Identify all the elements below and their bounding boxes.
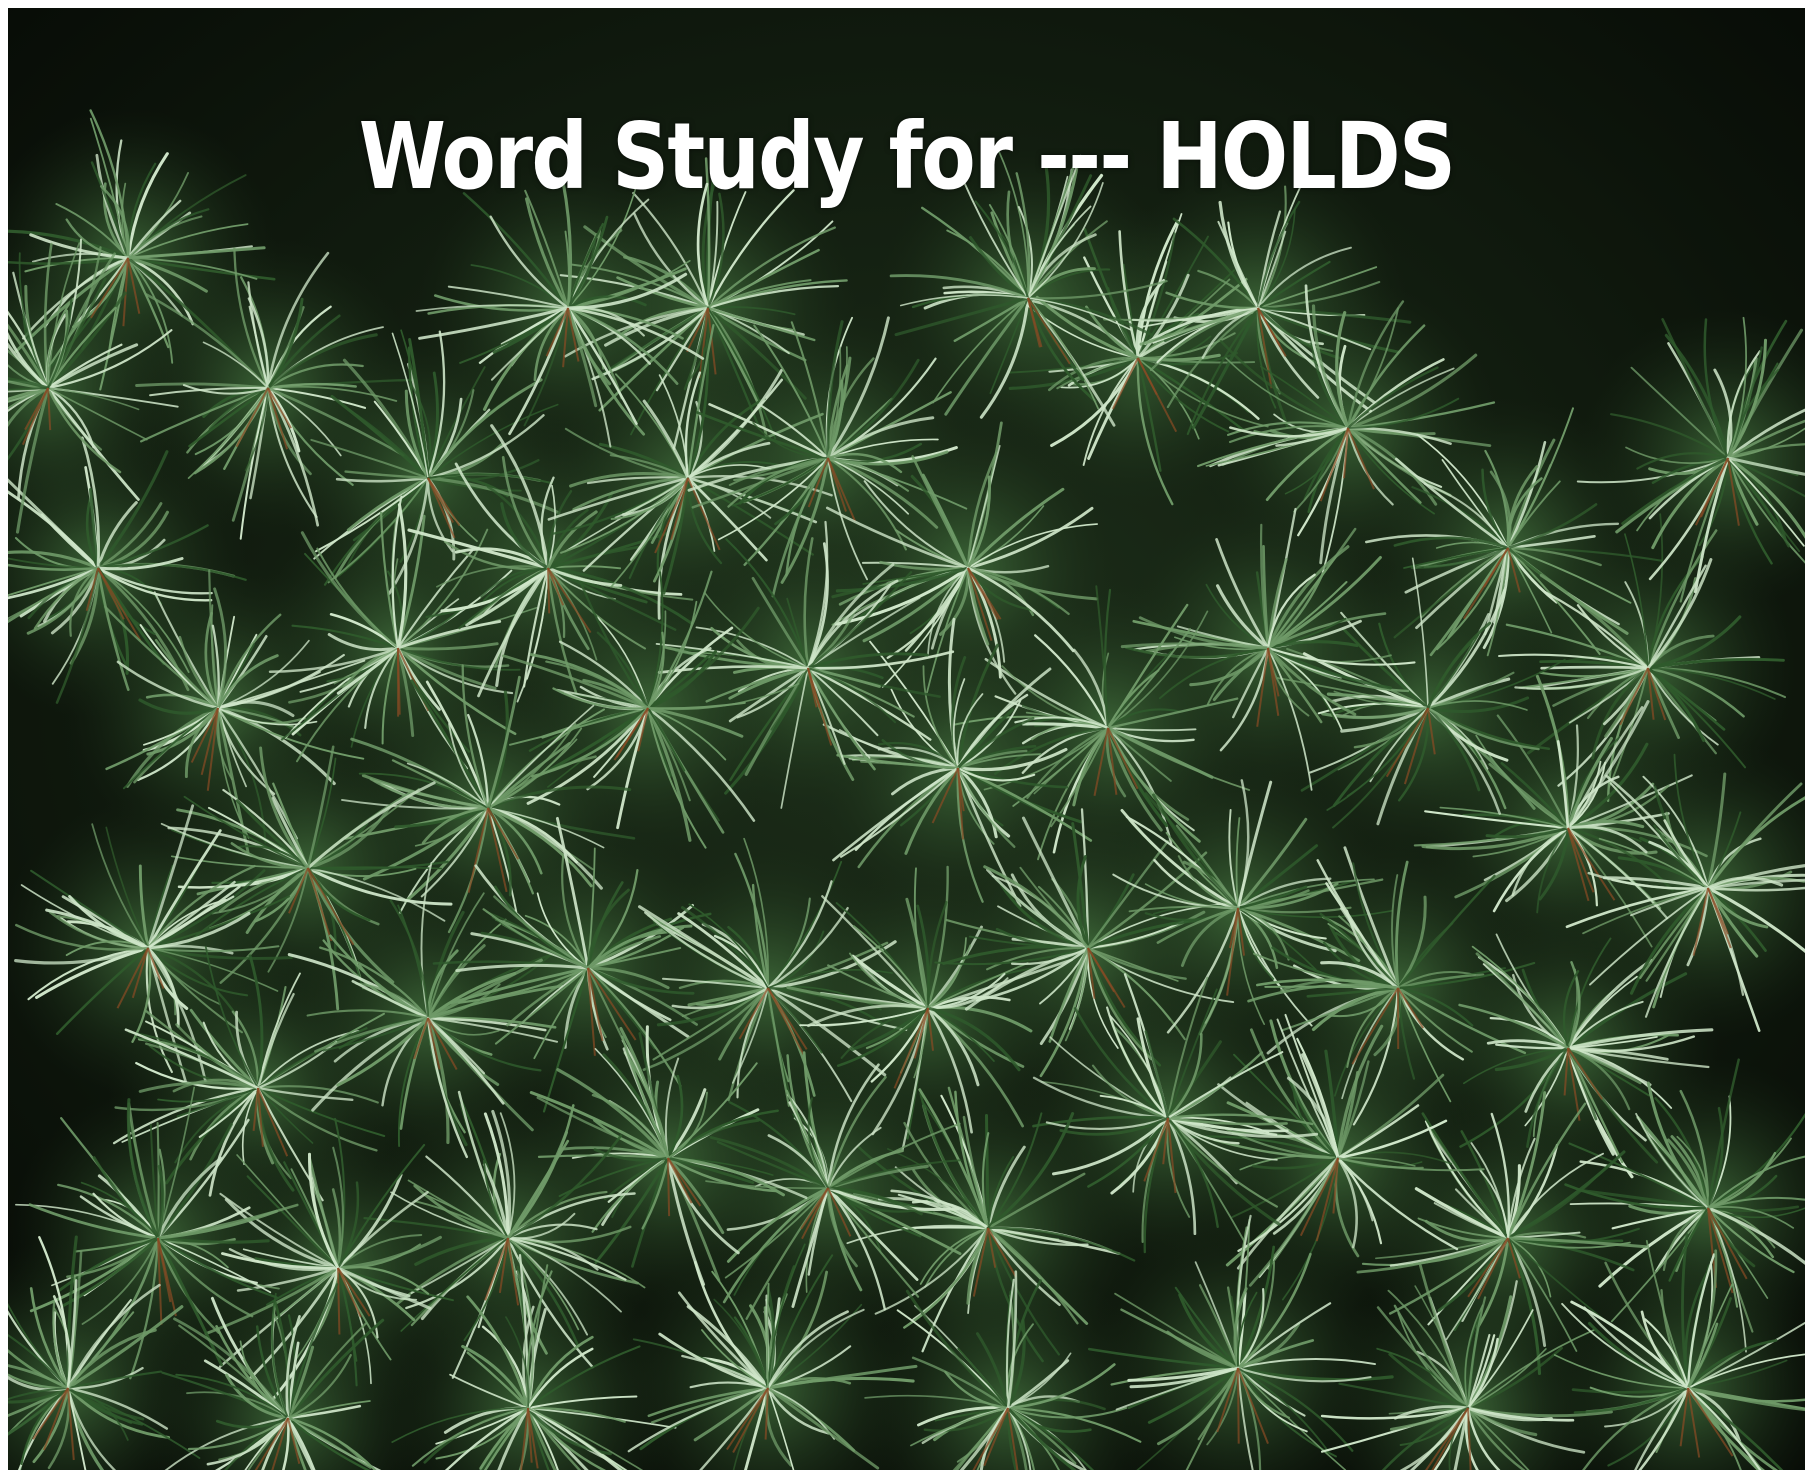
- photo-frame: [8, 8, 1805, 1470]
- pine-branches-image: [8, 8, 1805, 1470]
- slide-title: Word Study for --- HOLDS: [358, 103, 1455, 210]
